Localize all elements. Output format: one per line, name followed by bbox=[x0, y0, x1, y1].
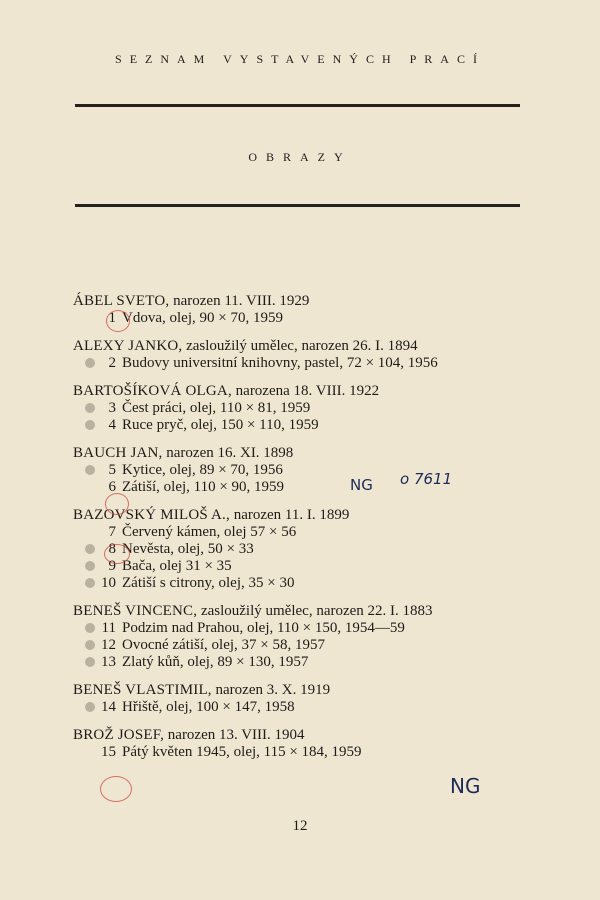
work-text: Kytice, olej, 89 × 70, 1956 bbox=[122, 462, 283, 478]
work-number: 12 bbox=[101, 637, 116, 653]
work-item bbox=[73, 355, 543, 372]
artist-name: ALEXY JANKO, bbox=[73, 338, 183, 354]
work-item bbox=[73, 620, 543, 637]
work-number: 11 bbox=[101, 620, 116, 636]
artist-entry bbox=[73, 602, 543, 671]
work-number: 7 bbox=[108, 524, 116, 540]
handwritten-note: NG bbox=[350, 476, 373, 494]
work-text: Zátiší, olej, 110 × 90, 1959 bbox=[122, 479, 285, 495]
handwritten-note: NG bbox=[450, 774, 481, 798]
work-item bbox=[73, 637, 543, 654]
stamp-mark bbox=[85, 403, 95, 413]
stamp-mark bbox=[85, 623, 95, 633]
work-number: 13 bbox=[101, 654, 116, 670]
artist-info: narozena 18. VIII. 1922 bbox=[231, 383, 380, 399]
stamp-mark bbox=[85, 640, 95, 650]
work-text: Ovocné zátiší, olej, 37 × 58, 1957 bbox=[122, 637, 326, 653]
artist-info: narozen 11. I. 1899 bbox=[229, 507, 350, 523]
artist-info: narozen 13. VIII. 1904 bbox=[164, 727, 305, 743]
top-rule bbox=[75, 104, 520, 107]
work-text: Podzim nad Prahou, olej, 110 × 150, 1954—59 bbox=[122, 620, 405, 636]
work-item bbox=[73, 654, 543, 671]
page-number: 12 bbox=[292, 818, 308, 834]
stamp-mark bbox=[85, 561, 95, 571]
work-text: Čest práci, olej, 110 × 81, 1959 bbox=[122, 400, 311, 416]
artist-info: zasloužilý umělec, narozen 22. I. 1883 bbox=[197, 603, 433, 619]
artist-name: BAUCH JAN, bbox=[73, 445, 163, 461]
work-item bbox=[73, 462, 543, 479]
artist-info: narozen 11. VIII. 1929 bbox=[169, 293, 310, 309]
work-text: Hřiště, olej, 100 × 147, 1958 bbox=[122, 699, 295, 715]
work-text: Pátý květen 1945, olej, 115 × 184, 1959 bbox=[122, 744, 362, 760]
stamp-mark bbox=[85, 465, 95, 475]
work-item bbox=[73, 541, 543, 558]
work-item bbox=[73, 575, 543, 592]
work-text: Zátiší s citrony, olej, 35 × 30 bbox=[122, 575, 295, 591]
work-text: Ruce pryč, olej, 150 × 110, 1959 bbox=[122, 417, 319, 433]
artist-name: ÁBEL SVETO, bbox=[73, 293, 170, 309]
work-number: 6 bbox=[108, 479, 116, 495]
work-item bbox=[73, 744, 543, 761]
stamp-mark bbox=[85, 420, 95, 430]
work-item bbox=[73, 417, 543, 434]
work-number: 15 bbox=[101, 744, 116, 760]
artist-entry bbox=[73, 444, 543, 496]
work-number: 9 bbox=[108, 558, 116, 574]
work-number: 1 bbox=[108, 310, 116, 326]
artist-entry bbox=[73, 382, 543, 434]
work-item bbox=[73, 699, 543, 716]
stamp-mark bbox=[85, 657, 95, 667]
artist-entry bbox=[73, 292, 543, 327]
artist-entry bbox=[73, 506, 543, 592]
artist-name: BAZOVSKÝ MILOŠ A., bbox=[73, 507, 230, 523]
work-number: 3 bbox=[108, 400, 116, 416]
work-item bbox=[73, 524, 543, 541]
artist-name: BARTOŠÍKOVÁ OLGA, bbox=[73, 383, 232, 399]
artist-name: BROŽ JOSEF, bbox=[73, 727, 165, 743]
artist-entry bbox=[73, 337, 543, 372]
work-number: 10 bbox=[101, 575, 116, 591]
stamp-mark bbox=[85, 578, 95, 588]
work-number: 2 bbox=[108, 355, 116, 371]
stamp-mark bbox=[85, 358, 95, 368]
stamp-mark bbox=[85, 702, 95, 712]
work-number: 4 bbox=[108, 417, 116, 433]
work-text: Nevěsta, olej, 50 × 33 bbox=[122, 541, 254, 557]
work-text: Zlatý kůň, olej, 89 × 130, 1957 bbox=[122, 654, 309, 670]
red-pencil-circle bbox=[105, 493, 129, 515]
bottom-rule bbox=[75, 204, 520, 207]
work-number: 14 bbox=[101, 699, 116, 715]
work-number: 5 bbox=[108, 462, 116, 478]
work-text: Bača, olej 31 × 35 bbox=[122, 558, 232, 574]
work-item bbox=[73, 479, 543, 496]
artist-entry bbox=[73, 726, 543, 761]
work-text: Budovy universitní knihovny, pastel, 72 × 104, 1956 bbox=[122, 355, 438, 371]
work-item bbox=[73, 400, 543, 417]
artist-info: zasloužilý umělec, narozen 26. I. 1894 bbox=[182, 338, 418, 354]
work-item bbox=[73, 310, 543, 327]
work-number: 8 bbox=[108, 541, 116, 557]
entries-list bbox=[73, 292, 543, 771]
artist-info: narozen 3. X. 1919 bbox=[211, 682, 331, 698]
work-text: Vdova, olej, 90 × 70, 1959 bbox=[122, 310, 283, 326]
stamp-mark bbox=[85, 544, 95, 554]
artist-info: narozen 16. XI. 1898 bbox=[162, 445, 294, 461]
work-text: Červený kámen, olej 57 × 56 bbox=[122, 524, 297, 540]
section-title: OBRAZY bbox=[248, 150, 352, 164]
red-pencil-circle bbox=[104, 544, 130, 564]
artist-name: BENEŠ VLASTIMIL, bbox=[73, 682, 212, 698]
artist-entry bbox=[73, 681, 543, 716]
work-item bbox=[73, 558, 543, 575]
artist-name: BENEŠ VINCENC, bbox=[73, 603, 198, 619]
red-pencil-circle bbox=[106, 310, 130, 332]
page-header: SEZNAM VYSTAVENÝCH PRACÍ bbox=[115, 52, 485, 66]
handwritten-note: o 7611 bbox=[400, 470, 453, 488]
red-pencil-circle bbox=[100, 776, 132, 802]
